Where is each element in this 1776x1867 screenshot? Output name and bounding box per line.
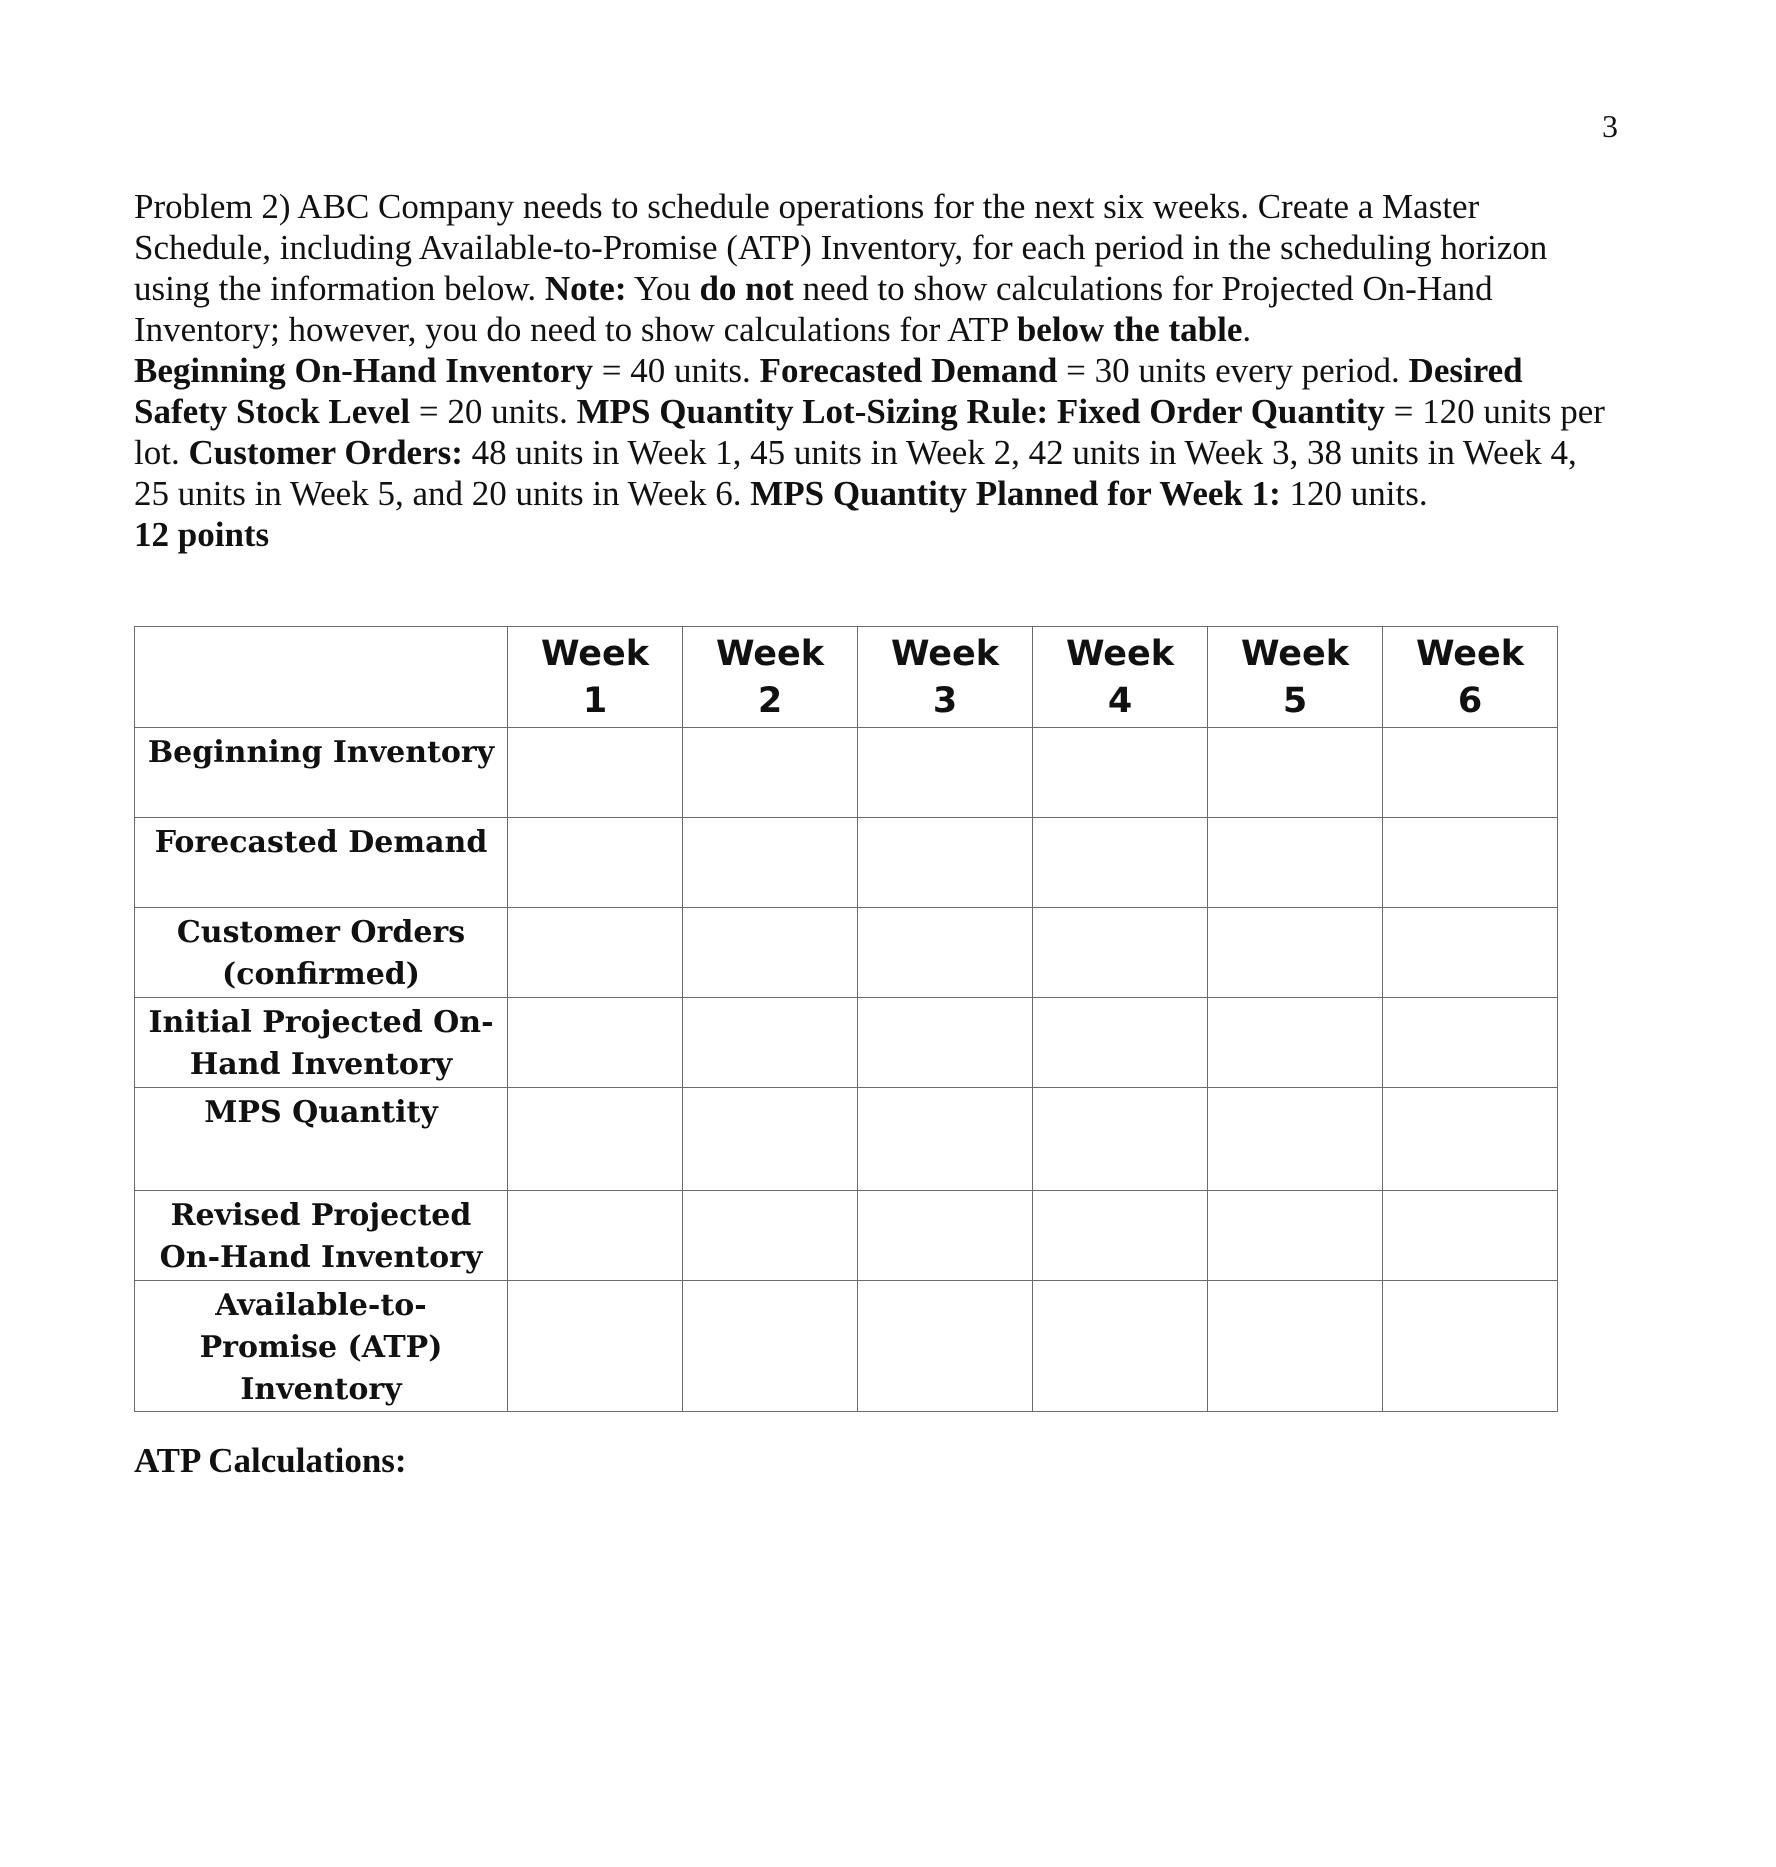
cell-initial-projected-week-1[interactable] (508, 998, 683, 1088)
row-label-revised-projected-on-hand: Revised Projected On-Hand Inventory (135, 1191, 508, 1281)
mps-rule-label: MPS Quantity Lot-Sizing Rule: Fixed Order Quantity (576, 392, 1385, 431)
cell-forecasted-demand-week-1[interactable] (508, 818, 683, 908)
row-revised-projected-on-hand (135, 1191, 1558, 1281)
master-schedule-table (134, 626, 1558, 1412)
header-week-1: Week 1 (508, 627, 683, 728)
cell-atp-week-6[interactable] (1383, 1281, 1558, 1412)
customer-orders-label: Customer Orders: (188, 433, 463, 472)
row-label-beginning-inventory: Beginning Inventory (135, 728, 508, 818)
customer-orders-value: 48 units in Week 1, 45 units in Week 2, 42 units in Week 3, 38 units in Week 4, 25 units in Week 5, and 20 units in Week 6. (134, 433, 1577, 513)
note-below-table: below the table (1016, 310, 1243, 349)
page-number: 3 (1602, 108, 1618, 144)
cell-revised-projected-week-3[interactable] (858, 1191, 1033, 1281)
cell-beginning-inventory-week-1[interactable] (508, 728, 683, 818)
cell-beginning-inventory-week-4[interactable] (1033, 728, 1208, 818)
cell-revised-projected-week-6[interactable] (1383, 1191, 1558, 1281)
cell-initial-projected-week-3[interactable] (858, 998, 1033, 1088)
problem-statement (134, 186, 1614, 555)
cell-revised-projected-week-5[interactable] (1208, 1191, 1383, 1281)
safety-stock-label: Desired Safety Stock Level (134, 351, 1523, 431)
cell-revised-projected-week-4[interactable] (1033, 1191, 1208, 1281)
cell-initial-projected-week-6[interactable] (1383, 998, 1558, 1088)
cell-atp-week-4[interactable] (1033, 1281, 1208, 1412)
row-customer-orders (135, 908, 1558, 998)
header-corner-cell (135, 627, 508, 728)
row-label-initial-projected-on-hand: Initial Projected On- Hand Inventory (135, 998, 508, 1088)
header-week-4: Week 4 (1033, 627, 1208, 728)
mps-planned-value: 120 units. (1280, 474, 1428, 513)
problem-intro: Problem 2) ABC Company needs to schedule operations for the next six weeks. Create a Master Schedule, including Available-to-Promise (ATP) Inventory, for each period in the scheduling horizon using the information below. (134, 187, 1548, 308)
cell-atp-week-3[interactable] (858, 1281, 1033, 1412)
cell-initial-projected-week-5[interactable] (1208, 998, 1383, 1088)
cell-beginning-inventory-week-2[interactable] (683, 728, 858, 818)
cell-mps-quantity-week-3[interactable] (858, 1088, 1033, 1191)
row-initial-projected-on-hand (135, 998, 1558, 1088)
row-forecasted-demand (135, 818, 1558, 908)
note-text-2: need to show calculations for Projected On-Hand Inventory; however, you do need to show calculations for ATP (134, 269, 1493, 349)
beginning-inventory-label: Beginning On-Hand Inventory (134, 351, 593, 390)
cell-forecasted-demand-week-4[interactable] (1033, 818, 1208, 908)
header-week-2: Week 2 (683, 627, 858, 728)
cell-customer-orders-week-4[interactable] (1033, 908, 1208, 998)
cell-customer-orders-week-6[interactable] (1383, 908, 1558, 998)
beginning-inventory-value: = 40 units. (593, 351, 760, 390)
safety-stock-value: = 20 units. (410, 392, 577, 431)
cell-forecasted-demand-week-3[interactable] (858, 818, 1033, 908)
cell-customer-orders-week-1[interactable] (508, 908, 683, 998)
row-beginning-inventory (135, 728, 1558, 818)
cell-forecasted-demand-week-6[interactable] (1383, 818, 1558, 908)
cell-mps-quantity-week-4[interactable] (1033, 1088, 1208, 1191)
cell-mps-quantity-week-5[interactable] (1208, 1088, 1383, 1191)
cell-customer-orders-week-3[interactable] (858, 908, 1033, 998)
cell-initial-projected-week-4[interactable] (1033, 998, 1208, 1088)
row-label-mps-quantity: MPS Quantity (135, 1088, 508, 1191)
cell-customer-orders-week-5[interactable] (1208, 908, 1383, 998)
cell-beginning-inventory-week-6[interactable] (1383, 728, 1558, 818)
note-text-1: You (626, 269, 700, 308)
cell-mps-quantity-week-6[interactable] (1383, 1088, 1558, 1191)
note-do-not: do not (699, 269, 794, 308)
cell-revised-projected-week-1[interactable] (508, 1191, 683, 1281)
cell-beginning-inventory-week-5[interactable] (1208, 728, 1383, 818)
cell-forecasted-demand-week-5[interactable] (1208, 818, 1383, 908)
mps-rule-value: = 120 units per lot. (134, 392, 1605, 472)
row-mps-quantity (135, 1088, 1558, 1191)
cell-forecasted-demand-week-2[interactable] (683, 818, 858, 908)
points: 12 points (134, 515, 270, 554)
header-week-3: Week 3 (858, 627, 1033, 728)
cell-atp-week-5[interactable] (1208, 1281, 1383, 1412)
cell-mps-quantity-week-1[interactable] (508, 1088, 683, 1191)
atp-calculations-label: ATP Calculations: (134, 1441, 407, 1480)
cell-initial-projected-week-2[interactable] (683, 998, 858, 1088)
row-label-customer-orders: Customer Orders (confirmed) (135, 908, 508, 998)
note-label: Note: (544, 269, 627, 308)
table-header-row (135, 627, 1558, 728)
header-week-6: Week 6 (1383, 627, 1558, 728)
row-label-forecasted-demand: Forecasted Demand (135, 818, 508, 908)
cell-atp-week-2[interactable] (683, 1281, 858, 1412)
note-end: . (1242, 310, 1252, 349)
cell-atp-week-1[interactable] (508, 1281, 683, 1412)
cell-mps-quantity-week-2[interactable] (683, 1088, 858, 1191)
cell-revised-projected-week-2[interactable] (683, 1191, 858, 1281)
row-atp-inventory (135, 1281, 1558, 1412)
cell-beginning-inventory-week-3[interactable] (858, 728, 1033, 818)
forecast-value: = 30 units every period. (1057, 351, 1409, 390)
header-week-5: Week 5 (1208, 627, 1383, 728)
cell-customer-orders-week-2[interactable] (683, 908, 858, 998)
mps-planned-label: MPS Quantity Planned for Week 1: (750, 474, 1281, 513)
row-label-atp-inventory: Available-to- Promise (ATP) Inventory (135, 1281, 508, 1412)
forecast-label: Forecasted Demand (759, 351, 1058, 390)
